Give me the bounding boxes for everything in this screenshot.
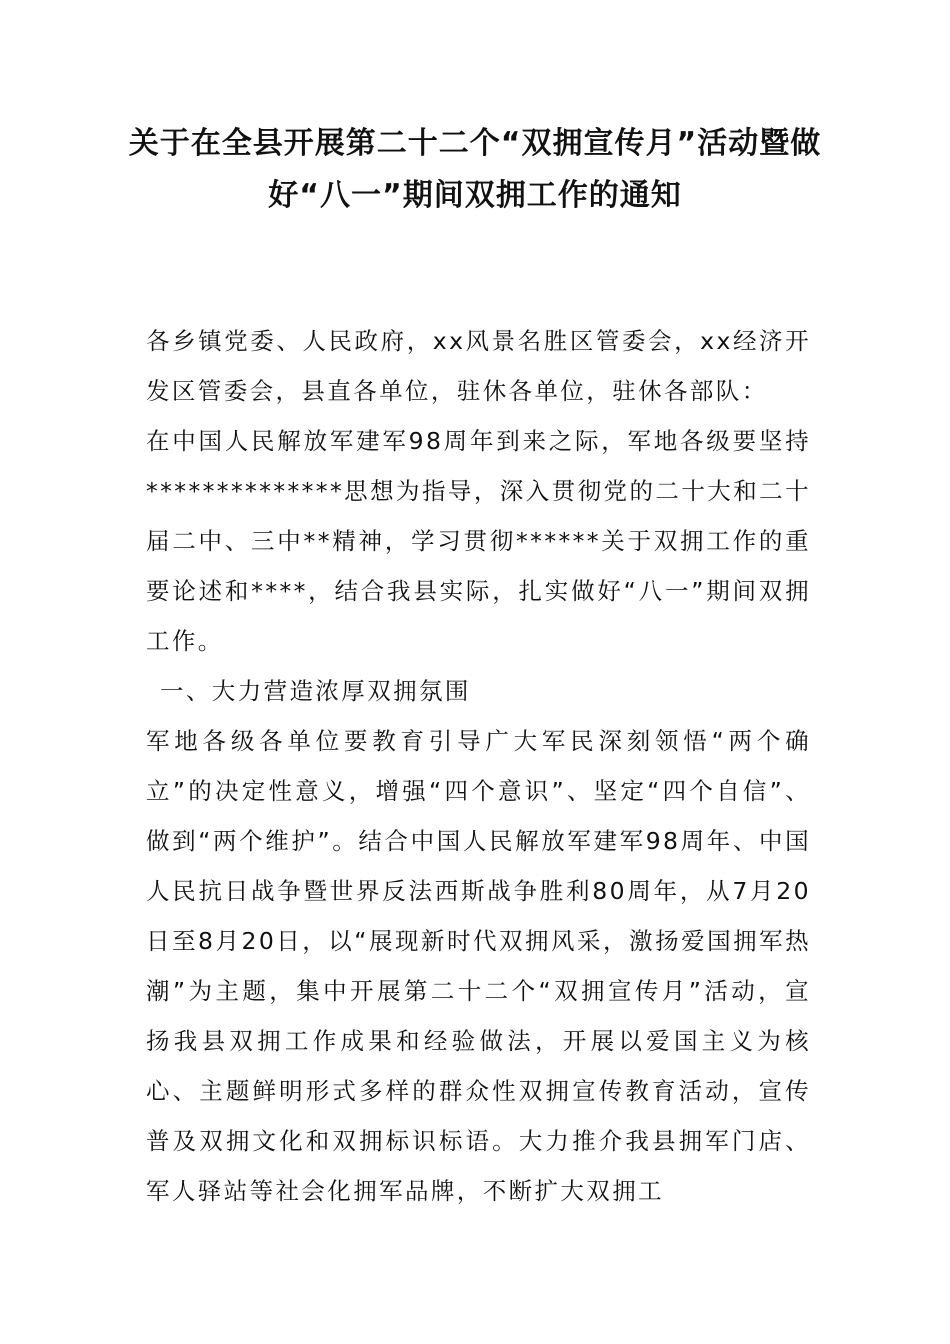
title-line-2: 好“八一”期间双拥工作的通知 [268, 178, 682, 213]
section-1-paragraph: 军地各级各单位要教育引导广大军民深刻领悟“两个确立”的决定性意义，增强“四个意识”、坚定“四个自信”、做到“两个维护”。结合中国人民解放军建军98周年、中国人民抗日战争暨世界反法西斯战争胜利80周年，从7月20日至8月20日，以“展现新时代双拥风采，激扬爱国拥军热潮”为主题，集中开展第二十二个“双拥宣传月”活动，宣扬我县双拥工作成果和经验做法，开展以爱国主义为核心、主题鲜明形式多样的群众性双拥宣传教育活动，宣传普及双拥文化和双拥标识标语。大力推介我县拥军门店、军人驿站等社会化拥军品牌，不断扩大双拥工 [146, 727, 811, 1205]
section-heading-1: 一、大力营造浓厚双拥氛围 [160, 677, 471, 705]
document-title [120, 118, 830, 222]
intro-paragraph: 在中国人民解放军建军98周年到来之际，军地各级要坚持**************思想为指导，深入贯彻党的二十大和二十届二中、三中**精神，学习贯彻******关于双拥工作的重要论述和****，结合我县实际，扎实做好“八一”期间双拥工作。 [146, 427, 811, 655]
recipients-paragraph: 各乡镇党委、人民政府，xx风景名胜区管委会，xx经济开发区管委会，县直各单位，驻休各单位，驻休各部队： [146, 327, 811, 405]
title-line-1: 关于在全县开展第二十二个“双拥宣传月”活动暨做 [128, 126, 822, 161]
document-body [146, 316, 811, 1216]
